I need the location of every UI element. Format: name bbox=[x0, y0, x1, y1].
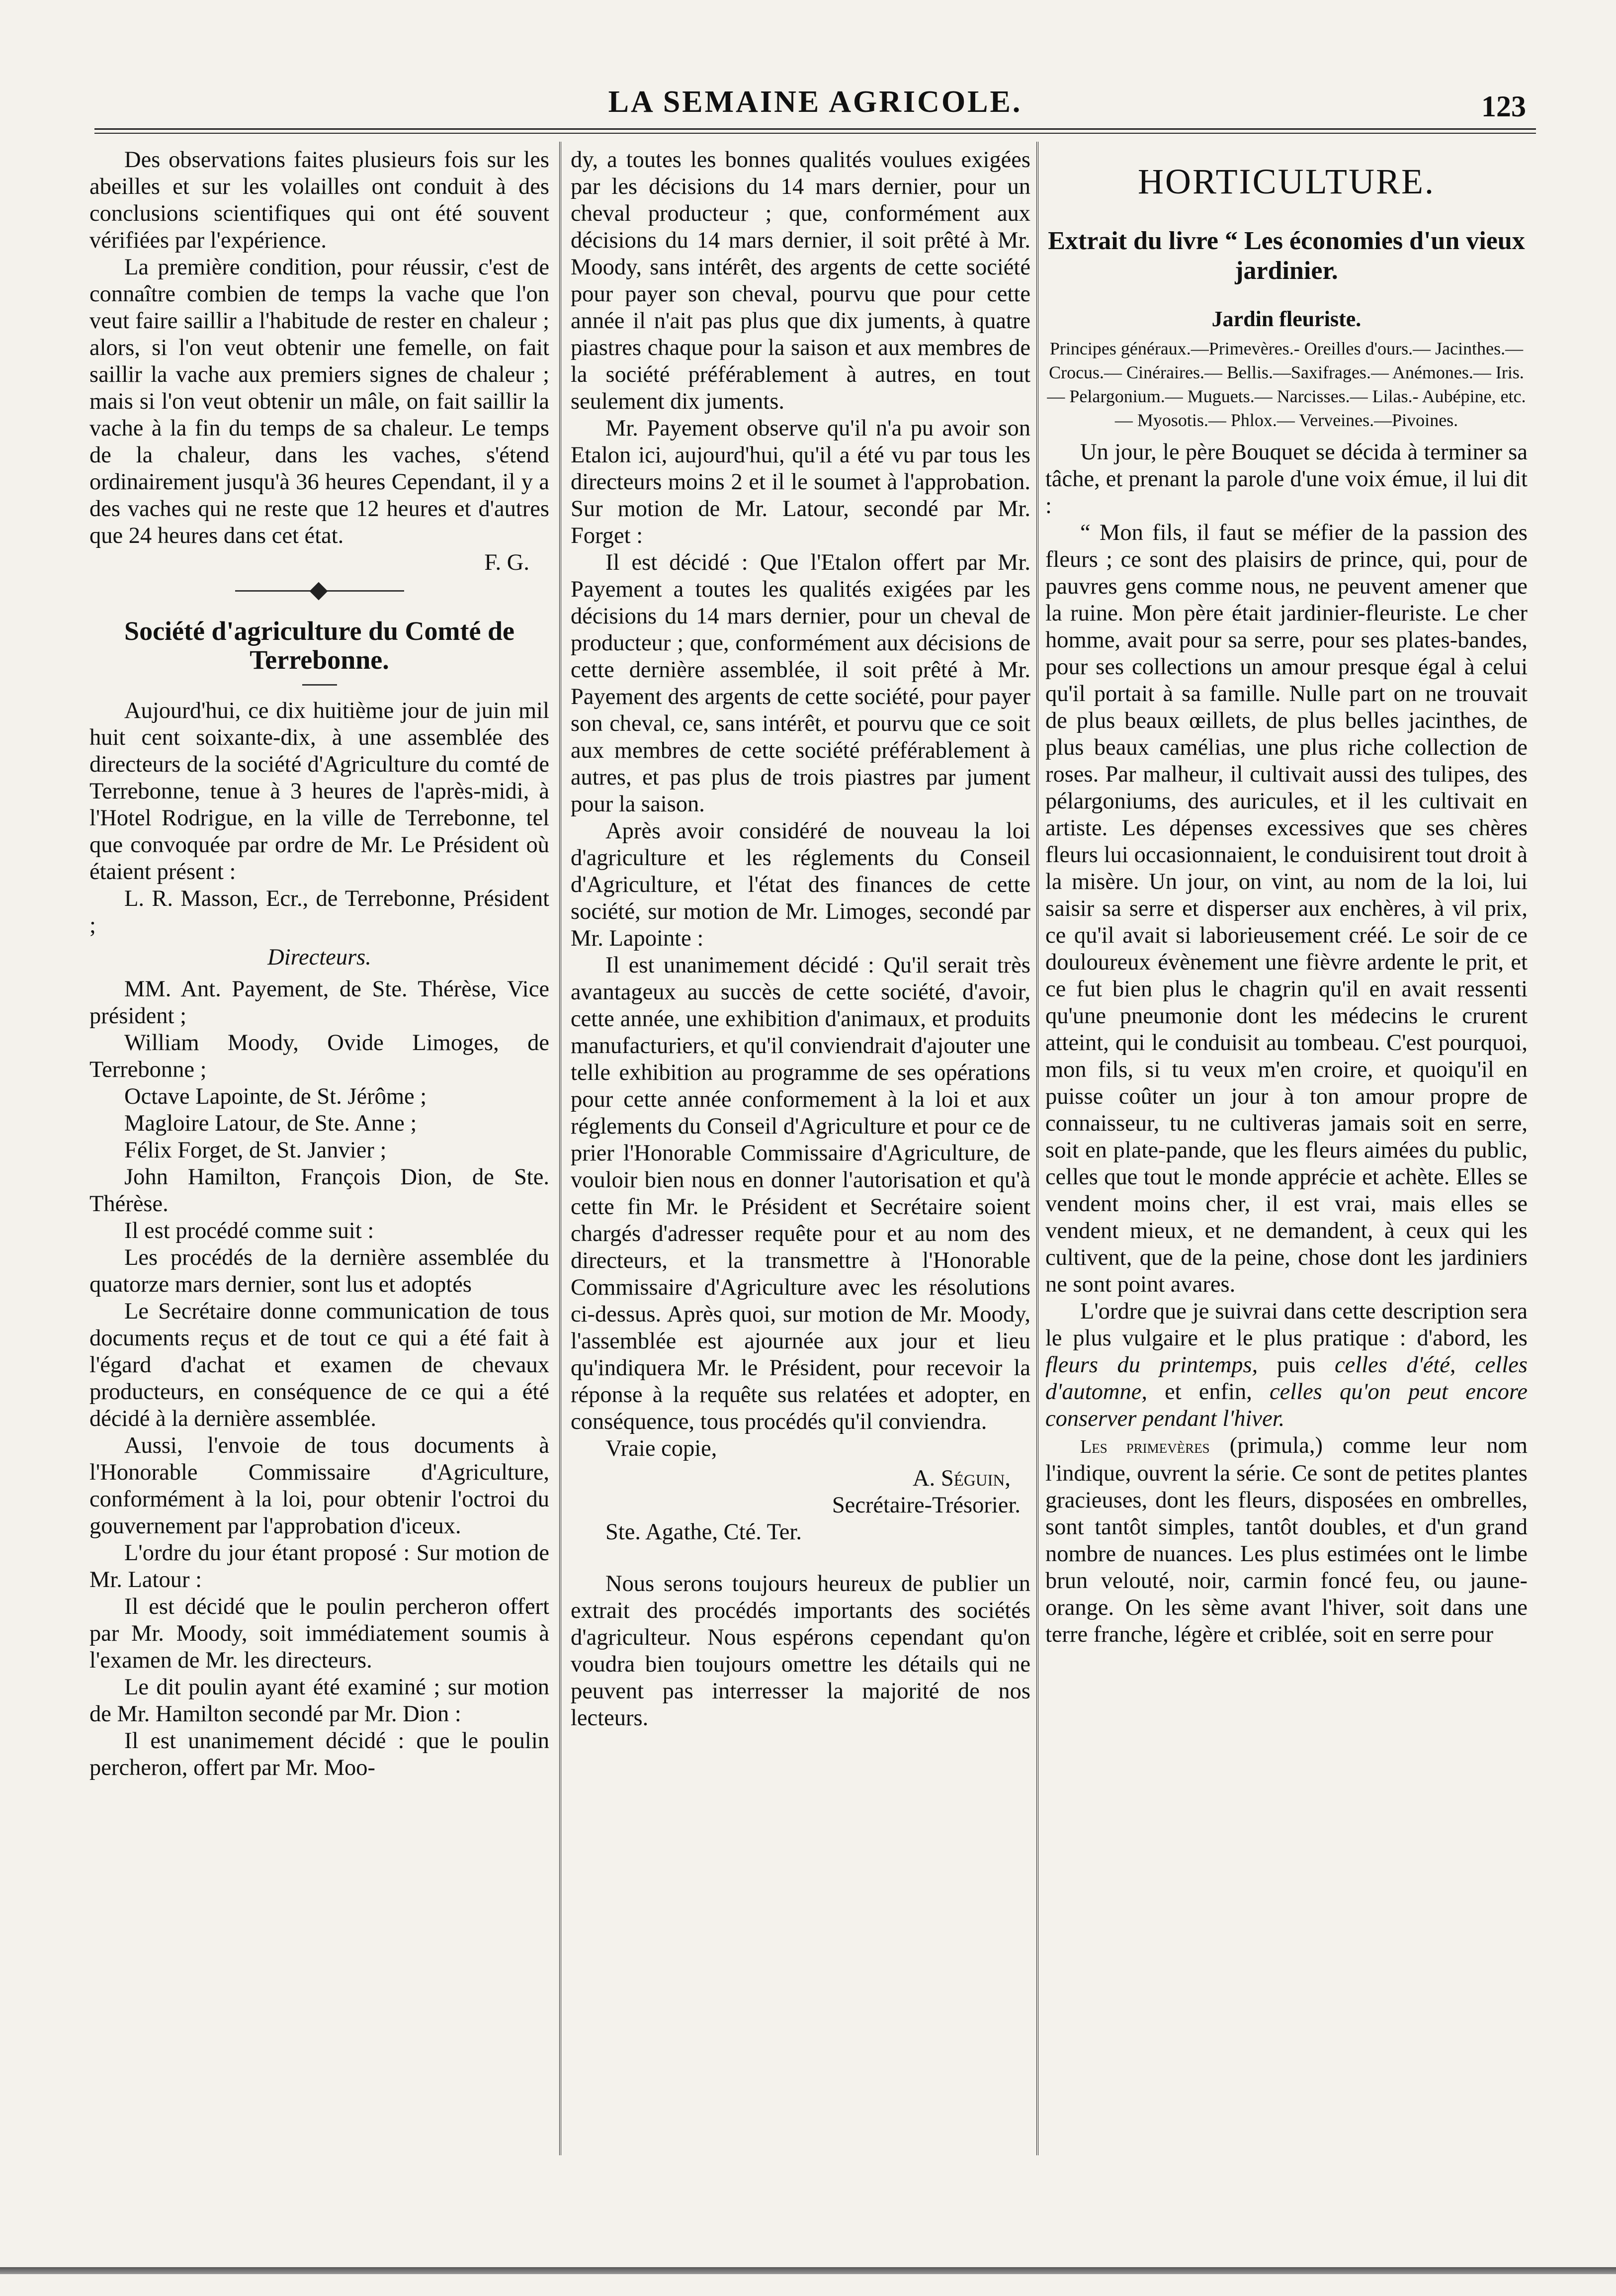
column-2 bbox=[571, 147, 1030, 2150]
column-divider-2 bbox=[1036, 142, 1038, 2155]
lordre-italic-3: celles qu'on peut encore conserver pendant l'hiver. bbox=[1045, 1379, 1528, 1431]
paragraph-hamilton: John Hamilton, François Dion, de Ste. Thérèse. bbox=[89, 1164, 549, 1217]
label-directeurs: Directeurs. bbox=[267, 945, 371, 970]
ornament-divider bbox=[235, 590, 404, 599]
paragraph-etalon: Il est décidé : Que l'Etalon offert par Mr. Payement a toutes les qualités exigées par les décisions du 14 mars dernier, pour un cheval de producteur ; que, conformément aux décisions de cette dernière assemblée, il soit prêté à Mr. Payement des argents de cette société, pour payer son cheval, ce, sans intérêt, et pourvu que ce soit aux membres de cette société préférablement à autres, et pas plus de trois piastres par jument pour la saison. bbox=[571, 550, 1030, 817]
paragraph-masson: L. R. Masson, Ecr., de Terrebonne, Président ; bbox=[89, 886, 549, 938]
page-bottom-edge bbox=[0, 2267, 1616, 2274]
paragraph-avantageux: Il est unanimement décidé : Qu'il serait très avantageux au succès de cette société, d'avoir, cette année, une exhibition d'animaux, et produits manufacturiers, et qu'il conviendrait d'ajouter une telle exhibition au programme de ses opérations pour cette année conformement à la loi et aux réglements du Conseil d'Agriculture et pour ce de prier l'Honorable Commissaire d'Agriculture, de vouloir bien nous en donner l'autorisation et qu'à cette fin Mr. le Président et Secrétaire soient chargés d'adresser requête pour et au nom des directeurs, et la transmettre à l'Honorable Commissaire d'Agriculture avec les résolutions ci-dessus. Après quoi, sur motion de Mr. Moody, l'assemblée est ajournée aux jour et lieu qu'indiquera Mr. le Président, pour recevoir la réponse à la requête sus relatées et adopter, en conséquence, tous procédés qu'il conviendra. bbox=[571, 953, 1030, 1434]
paragraph-aussi: Aussi, l'envoie de tous documents à l'Honorable Commissaire d'Agriculture, conformément à la loi, pour obtenir l'octroi du gouvernement par l'approbation d'iceux. bbox=[89, 1433, 549, 1539]
paragraph-unanime: Il est unanimement décidé : que le poulin percheron, offert par Mr. Moo- bbox=[89, 1728, 549, 1780]
paragraph-lordre bbox=[1045, 1298, 1528, 1432]
summary-list: Principes généraux.—Primevères.- Oreilles d'ours.— Jacinthes.— Crocus.— Cinéraires.— Bellis.—Saxifrages.— Anémones.— Iris.— Pelargonium.— Muguets.— Narcisses.— Lilas.- Aubépine, etc.— Myosotis.— Phlox.— Verveines.—Pivoines. bbox=[1047, 339, 1526, 430]
headline-societe: Société d'agriculture du Comté de Terrebonne. bbox=[124, 616, 514, 675]
lordre-text-c: et enfin, bbox=[1165, 1379, 1252, 1405]
lordre-text-b: puis bbox=[1276, 1352, 1316, 1378]
paragraph-continued: dy, a toutes les bonnes qualités voulues exigées par les décisions du 14 mars dernier, pour un cheval producteur ; que, conformément aux décisions du 14 mars dernier, il soit prêté à Mr. Moody, sans intérêt, des argents de cette société pour payer son cheval, pourvu que pour cette année il n'ait pas plus que dix juments, à quatre piastres chaque pour la saison et aux membres de la société préférablement à autres, en tout seulement dix juments. bbox=[571, 147, 1030, 414]
paragraph-payement-observe: Mr. Payement observe qu'il n'a pu avoir son Etalon ici, aujourd'hui, qu'il a été vu par tous les directeurs moins 2 et il le soumet à l'approbation. Sur motion de Mr. Latour, secondé par Mr. Forget : bbox=[571, 416, 1030, 548]
signature-title: Secrétaire-Trésorier. bbox=[832, 1493, 1021, 1518]
section-title: HORTICULTURE. bbox=[1137, 162, 1436, 201]
lordre-italic-2: celles d'été, celles d'automne, bbox=[1045, 1352, 1528, 1405]
paragraph-primeveres bbox=[1045, 1432, 1528, 1648]
paragraph-aujourdhui: Aujourd'hui, ce dix huitième jour de juin mil huit cent soixante-dix, à une assemblée des directeurs de la société d'Agriculture du comté de Terrebonne, tenue à 3 heures de l'après-midi, à l'Hotel Rodrigue, en la ville de Terrebonne, tel que convoquée par ordre de Mr. Le Président où étaient présent : bbox=[89, 698, 549, 884]
primeveres-label: Les primevères bbox=[1080, 1436, 1210, 1457]
lordre-text-a: L'ordre que je suivrai dans cette description sera le plus vulgaire et le plus pratique : d'abord, les bbox=[1045, 1299, 1528, 1351]
paragraph-payement: MM. Ant. Payement, de Ste. Thérèse, Vice président ; bbox=[89, 976, 549, 1029]
paragraph-unjour: Un jour, le père Bouquet se décida à terminer sa tâche, et prenant la parole d'une voix émue, il lui dit : bbox=[1045, 440, 1528, 519]
paragraph-apres: Après avoir considéré de nouveau la loi d'agriculture et les réglements du Conseil d'Agriculture, et l'état des finances de cette société, sur motion de Mr. Limoges, secondé par Mr. Lapointe : bbox=[571, 818, 1030, 951]
paragraph-moody: William Moody, Ovide Limoges, de Terrebonne ; bbox=[89, 1030, 549, 1082]
short-rule bbox=[302, 684, 337, 686]
primeveres-text: (primula,) comme leur nom l'indique, ouvrent la série. Ce sont de petites plantes gracieuses, dont les fleurs, disposées en ombrelles, sont tantôt simples, tantôt doubles, et d'un grand nombre de nuances. Les plus estimées ont le limbe brun velouté, noir, carmin foncé feu, ou jaune-orange. On les sème avant l'hiver, soit dans une terre franche, légère et criblée, soit en serre pour bbox=[1045, 1433, 1528, 1647]
signature-name: A. Séguin, bbox=[913, 1466, 1011, 1491]
paragraph-procede: Il est procédé comme suit : bbox=[124, 1218, 374, 1243]
paragraph-observations: Des observations faites plusieurs fois sur les abeilles et sur les volailles ont conduit à des conclusions scientifiques qui ont été souvent vérifiées par l'expérience. bbox=[89, 147, 549, 253]
column-3 bbox=[1045, 147, 1528, 2150]
paragraph-procedes: Les procédés de la dernière assemblée du quatorze mars dernier, sont lus et adoptés bbox=[89, 1245, 549, 1297]
header-rule bbox=[94, 128, 1536, 134]
paragraph-secretaire: Le Secrétaire donne communication de tous documents reçus et de tout ce qui a été fait à l'égard d'achat et examen de chevaux producteurs, en conséquence de ce qui a été décidé à la dernière assemblée. bbox=[89, 1299, 549, 1431]
paragraph-latour: Magloire Latour, de Ste. Anne ; bbox=[124, 1111, 417, 1136]
paragraph-forget: Félix Forget, de St. Janvier ; bbox=[124, 1138, 387, 1163]
paragraph-monfils: “ Mon fils, il faut se méfier de la passion des fleurs ; ce sont des plaisirs de prince, qui, pour de pauvres gens comme nous, ne peuvent amener que la ruine. Mon père était jardinier-fleuriste. Le cher homme, avait pour sa serre, pour ses plates-bandes, pour ses collections un amour presque égal à celui qu'il portait à sa famille. Nulle part on ne trouvait de plus beaux œillets, de plus belles jacinthes, de plus beaux camélias, une plus riche collection de roses. Par malheur, il cultivait aussi des tulipes, des pélargoniums, des auricules, et il les cultivait en artiste. Les dépenses excessives que ses chères fleurs lui occasionnaient, le conduisirent tout droit à la misère. Un jour, on vint, au nom de la loi, lui saisir sa serre et disperser aux enchères, à vil prix, ce qu'il avait si laborieusement créé. Le soir de ce douloureux évènement une fièvre ardente le prit, et ce fut bien plus le chagrin qu'il en avait ressenti qu'une pneumonie dont les médecins le crurent atteint, qui le conduisit au tombeau. C'est pourquoi, mon fils, si tu veux m'en croire, et quoiqu'il en puisse coûter un jour à ton amour propre de connaisseur, tu ne cultiveras jamais soit en serre, soit en plate-pande, que les fleurs aimées du public, celles que tout le monde apprécie et achète. Elles se vendent moins cher, il est vrai, mais elles se vendent mieux, et ne demandent, à ceux qui les cultivent, que de la peine, chose dont les jardiniers ne sont point avares. bbox=[1045, 520, 1528, 1297]
signature-fg: F. G. bbox=[484, 550, 529, 575]
paragraph-condition: La première condition, pour réussir, c'est de connaître combien de temps la vache que l'on veut faire saillir a l'habitude de rester en chaleur ; alors, si l'on veut obtenir une femelle, on fait saillir la vache aux premiers signes de chaleur ; mais si l'on veut obtenir un mâle, on fait saillir la vache à la fin du temps de sa chaleur. Le temps de la chaleur, dans les vaches, s'étend ordinairement jusqu'à 36 heures Cependant, il y a des vaches qui ne reste que 12 heures et d'autres que 24 heures dans cet état. bbox=[89, 255, 549, 548]
lordre-italic-1: fleurs du printemps, bbox=[1045, 1352, 1258, 1378]
paragraph-lapointe: Octave Lapointe, de St. Jérôme ; bbox=[124, 1084, 427, 1109]
paragraph-examine: Le dit poulin ayant été examiné ; sur motion de Mr. Hamilton secondé par Mr. Dion : bbox=[89, 1675, 549, 1727]
column-divider-1 bbox=[559, 142, 561, 2155]
page-number: 123 bbox=[1481, 90, 1526, 123]
paragraph-ordre: L'ordre du jour étant proposé : Sur motion de Mr. Latour : bbox=[89, 1540, 549, 1592]
headline-extrait: Extrait du livre “ Les économies d'un vieux jardinier. bbox=[1048, 227, 1525, 285]
paragraph-copie: Vraie copie, bbox=[605, 1436, 717, 1461]
page-header bbox=[94, 75, 1536, 124]
paragraph-nous: Nous serons toujours heureux de publier un extrait des procédés importants des sociétés d'agriculteur. Nous espérons cependant qu'on voudra bien toujours omettre les détails qui ne peuvent pas interresser la majorité de nos lecteurs. bbox=[571, 1571, 1030, 1731]
newspaper-title: LA SEMAINE AGRICOLE. bbox=[608, 85, 1022, 119]
subheading-jardin: Jardin fleuriste. bbox=[1211, 307, 1361, 331]
paragraph-poulin: Il est décidé que le poulin percheron offert par Mr. Moody, soit immédiatement soumis à l'examen de Mr. les directeurs. bbox=[89, 1594, 549, 1673]
column-1 bbox=[89, 147, 549, 2150]
paragraph-place: Ste. Agathe, Cté. Ter. bbox=[605, 1519, 802, 1545]
